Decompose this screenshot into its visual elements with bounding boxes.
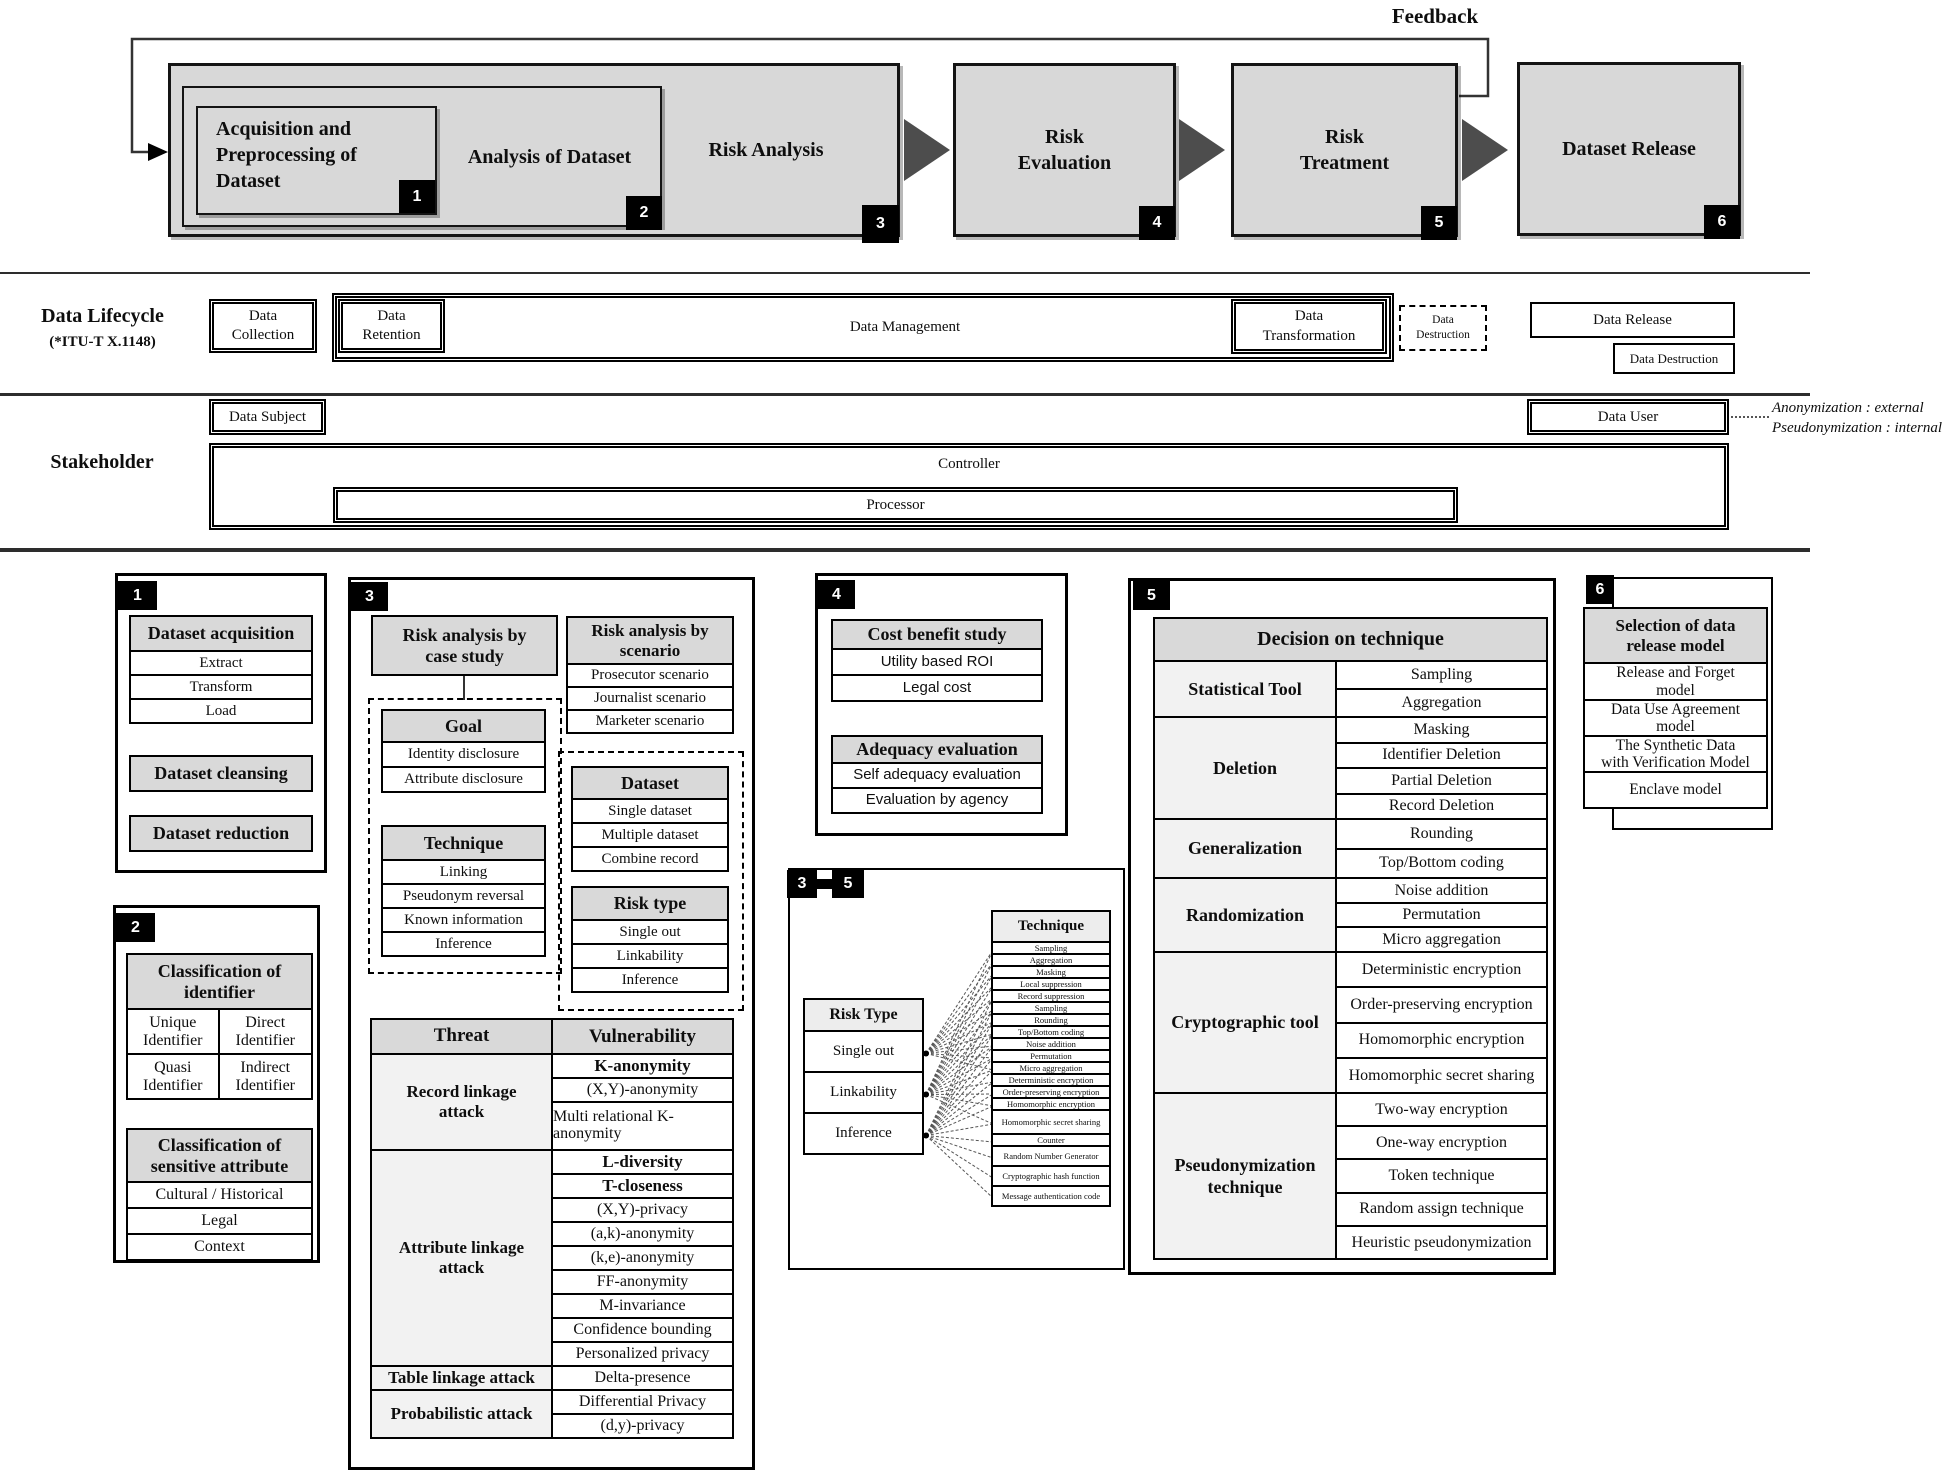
panel-number-badge: 5: [1133, 581, 1170, 610]
release-model-list: [1583, 662, 1768, 809]
threat-cell: Record linkage attack: [370, 1053, 553, 1151]
list-item: Journalist scenario: [566, 686, 734, 711]
vulnerability-cell: L-diversity: [551, 1149, 734, 1175]
step-label: Risk Analysis: [708, 139, 824, 161]
panel-number-badge: 3: [351, 582, 388, 611]
list-item: Extract: [129, 650, 313, 676]
classification-identifier-header: Classification of identifier: [126, 953, 313, 1010]
list-item: Legal cost: [831, 674, 1043, 702]
feedback-label: Feedback: [1391, 3, 1479, 28]
technique-cell: Homomorphic encryption: [1335, 1022, 1548, 1059]
technique-cell: Sampling: [1335, 660, 1548, 690]
risk-type-list: [803, 1030, 924, 1155]
category-cell: Deletion: [1153, 716, 1337, 820]
vulnerability-cell: (d,y)-privacy: [551, 1413, 734, 1439]
category-cell: Cryptographic tool: [1153, 951, 1337, 1094]
list-item: Cryptographic hash function: [991, 1165, 1111, 1187]
decision-on-technique-header: Decision on technique: [1153, 617, 1548, 662]
divider: [0, 393, 1810, 396]
panel-3: [348, 577, 755, 1470]
technique-cell: Two-way encryption: [1335, 1092, 1548, 1127]
threat-cell: Probabilistic attack: [370, 1389, 553, 1439]
technique-list: [381, 859, 546, 957]
technique-cell: Token technique: [1335, 1158, 1548, 1193]
technique-cell: Identifier Deletion: [1335, 742, 1548, 770]
list-item: Indirect Identifier: [218, 1053, 314, 1100]
panel-number-badge: 2: [116, 913, 155, 942]
technique-cell: Aggregation: [1335, 688, 1548, 718]
list-item: Marketer scenario: [566, 709, 734, 734]
step-number-badge: 6: [1704, 205, 1740, 239]
stakeholder-data-user: Data User: [1527, 399, 1729, 435]
list-item: Random Number Generator: [991, 1145, 1111, 1167]
technique-cell: Homomorphic secret sharing: [1335, 1057, 1548, 1094]
threat-vulnerability-table: [370, 1018, 734, 1439]
technique-cell: Permutation: [1335, 902, 1548, 929]
lifecycle-data-management-label: Data Management: [849, 318, 961, 335]
technique-cell: Masking: [1335, 716, 1548, 744]
flow-arrow-icon: [1179, 119, 1225, 181]
panel-4: [815, 573, 1068, 836]
dataset-cleansing-header: Dataset cleansing: [129, 755, 313, 792]
technique-cell: Partial Deletion: [1335, 767, 1548, 795]
list-item: Utility based ROI: [831, 648, 1043, 676]
list-item: Order-preserving encryption: [991, 1085, 1111, 1099]
category-cell: Randomization: [1153, 877, 1337, 953]
lifecycle-label-line2: (*ITU-T X.1148): [49, 334, 156, 350]
list-item: Rounding: [991, 1013, 1111, 1027]
adequacy-list: [831, 762, 1043, 814]
list-item: Linkability: [803, 1071, 924, 1114]
lifecycle-data-release: Data Release: [1530, 302, 1735, 338]
list-item: Pseudonym reversal: [381, 883, 546, 909]
anonymization-note: Anonymization : external Pseudonymization : internal: [1772, 400, 1942, 437]
list-item: Release and Forget model: [1583, 662, 1768, 701]
list-item: Homomorphic encryption: [991, 1097, 1111, 1111]
list-item: Linking: [381, 859, 546, 885]
lifecycle-row-label: [20, 305, 185, 351]
vulnerability-cell: Personalized privacy: [551, 1341, 734, 1367]
step-number-badge: 1: [399, 180, 435, 213]
list-item: Deterministic encryption: [991, 1073, 1111, 1087]
goal-header: Goal: [381, 709, 546, 743]
step-label: Acquisition and Preprocessing of Dataset: [216, 118, 357, 192]
stakeholder-processor: Processor: [333, 487, 1458, 523]
adequacy-header: Adequacy evaluation: [831, 735, 1043, 764]
stakeholder-row-label: Stakeholder: [50, 450, 154, 473]
step-number-badge: 5: [1421, 206, 1457, 240]
vulnerability-cell: (k,e)-anonymity: [551, 1245, 734, 1271]
category-cell: Pseudonymization technique: [1153, 1092, 1337, 1260]
list-item: Permutation: [991, 1049, 1111, 1063]
technique-cell: Heuristic pseudonymization: [1335, 1225, 1548, 1260]
identifier-grid: [126, 1008, 313, 1100]
technique-header: Technique: [991, 910, 1111, 943]
vulnerability-cell: T-closeness: [551, 1173, 734, 1199]
table-row: [1153, 951, 1548, 1094]
vulnerability-cell: Multi relational K-anonymity: [551, 1101, 734, 1151]
stakeholder-data-subject: Data Subject: [209, 399, 326, 435]
list-item: Inference: [803, 1112, 924, 1155]
table-row: [370, 1053, 734, 1151]
technique-cell: Random assign technique: [1335, 1192, 1548, 1227]
scenario-list: [566, 663, 734, 734]
panel-2: [113, 905, 320, 1263]
threat-cell: Attribute linkage attack: [370, 1149, 553, 1367]
table-row: [1153, 1092, 1548, 1260]
cost-benefit-list: [831, 648, 1043, 702]
table-row: [1153, 877, 1548, 953]
technique-cell: Order-preserving encryption: [1335, 986, 1548, 1023]
step-label: Risk Evaluation: [1017, 126, 1112, 174]
lifecycle-data-transformation: Data Transformation: [1231, 299, 1387, 354]
vulnerability-cell: Confidence bounding: [551, 1317, 734, 1343]
list-item: The Synthetic Data with Verification Model: [1583, 735, 1768, 773]
list-item: Direct Identifier: [218, 1008, 314, 1055]
list-item: Context: [126, 1233, 313, 1261]
list-item: Identity disclosure: [381, 741, 546, 768]
flow-arrow-icon: [904, 119, 950, 181]
technique-cell: Noise addition: [1335, 877, 1548, 904]
panel-3-5: [788, 868, 1125, 1270]
list-item: Linkability: [571, 943, 729, 969]
divider: [0, 548, 1810, 552]
list-item: Single out: [571, 919, 729, 945]
list-item: Single out: [803, 1030, 924, 1073]
list-item: Prosecutor scenario: [566, 663, 734, 688]
list-item: Self adequacy evaluation: [831, 762, 1043, 789]
decision-table: [1153, 660, 1548, 1260]
technique-box: [991, 910, 1111, 1207]
table-row: [1153, 716, 1548, 820]
vulnerability-cell: Delta-presence: [551, 1365, 734, 1391]
step-number-badge: 4: [1139, 206, 1175, 240]
case-study-connector: [463, 676, 465, 700]
list-item: Known information: [381, 907, 546, 933]
risk-type-list: [571, 919, 729, 993]
list-item: Cultural / Historical: [126, 1181, 313, 1209]
lifecycle-data-retention: Data Retention: [338, 299, 445, 353]
technique-cell: Top/Bottom coding: [1335, 848, 1548, 880]
list-item: Single dataset: [571, 798, 729, 824]
technique-header: Technique: [381, 825, 546, 861]
list-item: Sampling: [991, 1001, 1111, 1015]
step-number-badge: 3: [862, 205, 899, 243]
panel-number-badge: 6: [1586, 575, 1614, 604]
list-item: Combine record: [571, 846, 729, 872]
step-risk-treatment: [1231, 63, 1458, 237]
technique-cell: One-way encryption: [1335, 1125, 1548, 1160]
lifecycle-data-destruction-dashed: Data Destruction: [1399, 305, 1487, 351]
step-number-badge: 2: [626, 196, 662, 230]
dataset-reduction-header: Dataset reduction: [129, 815, 313, 852]
category-cell: Statistical Tool: [1153, 660, 1337, 718]
step-acquisition-preprocessing: [196, 106, 437, 215]
step-label: Risk Treatment: [1299, 126, 1390, 174]
panel-number-badge: 4: [818, 580, 855, 609]
feedback-arrowhead: [148, 143, 168, 161]
panel-5: [1128, 578, 1556, 1275]
vulnerability-cell: (X,Y)-anonymity: [551, 1077, 734, 1103]
vulnerability-cell: K-anonymity: [551, 1053, 734, 1079]
list-item: Legal: [126, 1207, 313, 1235]
list-item: Enclave model: [1583, 771, 1768, 809]
technique-cell: Deterministic encryption: [1335, 951, 1548, 988]
list-item: Local suppression: [991, 977, 1111, 991]
list-item: Inference: [381, 931, 546, 957]
list-item: Inference: [571, 967, 729, 993]
list-item: Attribute disclosure: [381, 766, 546, 793]
step-risk-evaluation: [953, 63, 1176, 237]
note-connector: [1731, 416, 1769, 418]
risk-analysis-scenario-header: Risk analysis by scenario: [566, 616, 734, 665]
list-item: Quasi Identifier: [126, 1053, 220, 1100]
vulnerability-cell: FF-anonymity: [551, 1269, 734, 1295]
risk-type-header: Risk type: [571, 886, 729, 921]
table-row: [370, 1389, 734, 1439]
list-item: Message authentication code: [991, 1185, 1111, 1207]
column-header: Threat: [370, 1018, 553, 1055]
list-item: Load: [129, 698, 313, 724]
acquisition-list: [129, 650, 313, 724]
technique-list: [991, 941, 1111, 1207]
list-item: Aggregation: [991, 953, 1111, 967]
classification-sensitive-header: Classification of sensitive attribute: [126, 1128, 313, 1183]
goal-list: [381, 741, 546, 793]
dataset-acquisition-header: Dataset acquisition: [129, 615, 313, 652]
list-item: Multiple dataset: [571, 822, 729, 848]
list-item: Top/Bottom coding: [991, 1025, 1111, 1039]
data-release-model-header: Selection of data release model: [1583, 607, 1768, 664]
panel-number-badge: 3: [787, 870, 817, 898]
stakeholder-controller: Controller: [209, 443, 1729, 530]
lifecycle-data-destruction: Data Destruction: [1613, 343, 1735, 374]
list-item: Micro aggregation: [991, 1061, 1111, 1075]
cost-benefit-header: Cost benefit study: [831, 619, 1043, 650]
category-cell: Generalization: [1153, 818, 1337, 879]
vulnerability-cell: (X,Y)-privacy: [551, 1197, 734, 1223]
list-item: Unique Identifier: [126, 1008, 220, 1055]
list-item: Transform: [129, 674, 313, 700]
list-item: Data Use Agreement model: [1583, 699, 1768, 737]
threat-cell: Table linkage attack: [370, 1365, 553, 1391]
sensitive-list: [126, 1181, 313, 1261]
table-row: [1153, 818, 1548, 879]
vulnerability-cell: Differential Privacy: [551, 1389, 734, 1415]
table-row: [370, 1149, 734, 1367]
list-item: Counter: [991, 1133, 1111, 1147]
technique-cell: Rounding: [1335, 818, 1548, 850]
risk-type-box: [803, 998, 924, 1155]
step-label: Analysis of Dataset: [467, 145, 632, 168]
table-row: [370, 1365, 734, 1391]
flow-arrow-icon: [1462, 119, 1508, 181]
panel-number-badge: 5: [832, 870, 864, 898]
vulnerability-cell: M-invariance: [551, 1293, 734, 1319]
table-row: [1153, 660, 1548, 718]
step-label: Dataset Release: [1562, 138, 1696, 160]
vulnerability-cell: (a,k)-anonymity: [551, 1221, 734, 1247]
divider: [0, 272, 1810, 274]
list-item: Evaluation by agency: [831, 787, 1043, 814]
list-item: Homomorphic secret sharing: [991, 1109, 1111, 1135]
risk-type-header: Risk Type: [803, 998, 924, 1032]
technique-cell: Micro aggregation: [1335, 926, 1548, 953]
lifecycle-data-collection: Data Collection: [209, 299, 317, 353]
dataset-list: [571, 798, 729, 872]
lifecycle-label-line1: Data Lifecycle: [41, 305, 164, 327]
list-item: Record suppression: [991, 989, 1111, 1003]
technique-cell: Record Deletion: [1335, 793, 1548, 821]
table-header-row: [370, 1018, 734, 1055]
dataset-header: Dataset: [571, 766, 729, 800]
step-dataset-release: [1517, 62, 1741, 236]
panel-number-badge: 1: [118, 581, 157, 610]
panel-1: [115, 573, 327, 873]
list-item: Noise addition: [991, 1037, 1111, 1051]
risk-analysis-case-study-header: Risk analysis by case study: [371, 615, 558, 676]
column-header: Vulnerability: [551, 1018, 734, 1055]
list-item: Masking: [991, 965, 1111, 979]
list-item: Sampling: [991, 941, 1111, 955]
